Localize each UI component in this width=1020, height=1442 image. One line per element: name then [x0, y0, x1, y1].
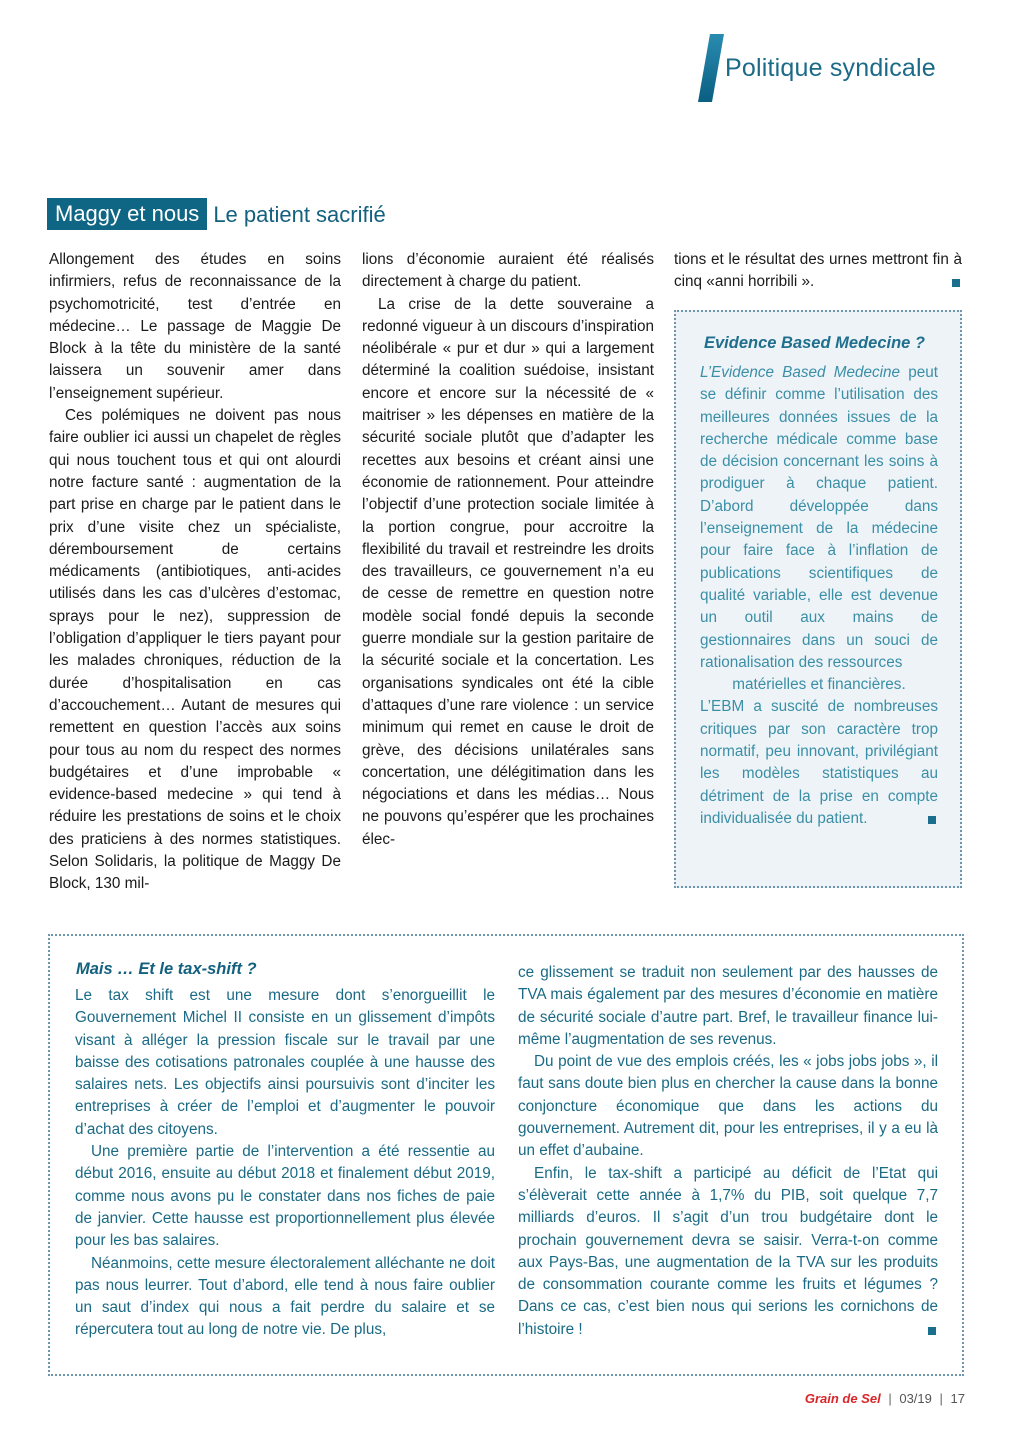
tax-box-title: Mais … Et le tax-shift ?: [76, 960, 257, 978]
footer-separator: |: [939, 1391, 943, 1406]
issue-number: 03/19: [899, 1391, 932, 1406]
article-column-2: [362, 249, 654, 851]
tax-box-column-2: [518, 962, 938, 1341]
ebm-paragraph-text: peut se définir comme l’utilisation des meilleures données issues de la recherche médicale comme base de décision concernant les soins à prodiguer à chaque patient. D’abord développée dans l’enseignement de la médecine pour faire face à l’inflation de publications scientifiques de qualité variable, elle est devenue un outil aux mains de gestionnaires dans un souci de rationalisation des ressources: [700, 364, 938, 671]
article-paragraph: La crise de la dette souveraine a redonné vigueur à un discours d’inspiration néolibérale « pur et dur » qui a largement déterminé la coalition suédoise, insistant encore et encore sur la nécessité de « maitriser » les dépenses en matière de la sécurité sociale plutôt que d’adapter les recettes aux besoins et créant ainsi une économie de rationnement. Pour atteindre l’objectif d’une protection sociale limitée à la portion congrue, pour accroitre la flexibilité du travail et restreindre les droits des travailleurs, ce gouvernement n’a eu de cesse de remettre en question notre modèle social fondé depuis la seconde guerre mondiale sur la gestion paritaire de la sécurité sociale et la concertation. Les organisations syndicales ont été la cible d’attaques d’une rare violence : un service minimum qui remet en cause le droit de grève, des décisions unilatérales sans concertation, une délégitimation dans les négociations et dans les médias… Nous ne pouvons qu’espérer que les prochaines élec-: [362, 295, 654, 848]
page-footer: [805, 1391, 965, 1406]
article-paragraph: lions d’économie auraient été réalisés directement à charge du patient.: [362, 251, 654, 291]
ebm-intro-term: L’Evidence Based Medecine: [700, 364, 901, 381]
tax-paragraph: Le tax shift est une mesure dont s’enorgueillit le Gouvernement Michel II consiste en un glissement d’impôts visant à alléger la pression fiscale sur le travail par une baisse des cotisations patronales couplée à une hausse des salaires nets. Les objectifs ainsi poursuivis sont d’inciter les entreprises à créer de l’emploi et d’augmenter le pouvoir d’achat des citoyens.: [75, 987, 495, 1138]
article-paragraph: tions et le résultat des urnes mettront fin à cinq «anni horribili ».: [674, 251, 962, 291]
tax-paragraph-end: [518, 1163, 938, 1341]
ebm-paragraph: [700, 696, 938, 830]
end-of-box-mark: [928, 1327, 936, 1335]
article-column-3: [674, 249, 962, 294]
ebm-paragraph-last-line: matérielles et financières.: [732, 676, 906, 694]
section-title: Politique syndicale: [725, 54, 936, 82]
tax-paragraph: Néanmoins, cette mesure électoralement alléchante ne doit pas nous leurrer. Tout d’abord, elle tend à nous faire oublier un saut d’index qui nous a fait perdre du salaire et se répercutera tout au long de notre vie. De plus,: [75, 1254, 495, 1339]
page-number: 17: [950, 1391, 965, 1406]
publication-name: Grain de Sel: [804, 1391, 881, 1406]
ebm-box-title: Evidence Based Medecine ?: [704, 334, 926, 352]
tax-paragraph: Enfin, le tax-shift a participé au déficit de l’Etat qui s’élèverait cette année à 1,7% du PIB, soit quelque 7,7 milliards d’euros. Il s’agit d’un trou budgétaire dont le prochain gouvernement devra se saisir. Verra-t-on comme aux Pays-Bas, une augmentation de la TVA sur les produits de consommation courante comme les fruits et légumes ? Dans ce cas, c’est bien nous qui serions les cornichons de l’histoire !: [518, 1164, 938, 1338]
ebm-sidebar-box: [674, 310, 962, 888]
tax-box-column-1: [75, 985, 495, 1342]
article-title: [47, 198, 386, 230]
ebm-box-body: [700, 362, 938, 830]
article-kicker: Maggy et nous: [47, 198, 207, 230]
article-column-1: [49, 249, 341, 896]
tax-paragraph: Une première partie de l’intervention a été ressentie au début 2016, ensuite au début 2018 et finalement début 2019, comme nous avons pu le constater dans nos fiches de paie de janvier. Cette hausse est proportionnellement plus élevée pour les bas salaires.: [75, 1143, 495, 1250]
tax-shift-box: [48, 934, 964, 1376]
article-paragraph: Allongement des études en soins infirmiers, refus de reconnaissance de la psychomotricité, test d’entrée en médecine… Le passage de Maggie De Block à la tête du ministère de la santé laissera un souvenir amer dans l’enseignement supérieur.: [49, 251, 341, 402]
tax-paragraph: Du point de vue des emplois créés, les « jobs jobs jobs », il faut sans doute bien plus en chercher la cause dans la bonne conjoncture économique que dans les actions du gouvernement. Autrement dit, pour les entreprises, il y a eu là un effet d’aubaine.: [518, 1053, 938, 1160]
end-of-article-mark: [952, 279, 960, 287]
ebm-paragraph-text: L’EBM a suscité de nombreuses critiques par son caractère trop normatif, peu innovant, privilégiant les modèles statistiques au détriment de la prise en compte individualisée du patient.: [700, 698, 938, 827]
end-of-box-mark: [928, 816, 936, 824]
article-paragraph-end: [674, 249, 962, 294]
footer-separator: |: [888, 1391, 892, 1406]
section-accent-bar: [698, 34, 724, 102]
tax-paragraph: ce glissement se traduit non seulement par des hausses de TVA mais également par des mesures d’économie en matière de sécurité sociale d’autre part. Bref, le travailleur finance lui-même l’augmentation de ses revenus.: [518, 964, 938, 1048]
article-paragraph: Ces polémiques ne doivent pas nous faire oublier ici aussi un chapelet de règles qui nous touchent tous et qui ont alourdi notre facture santé : augmentation de la part prise en charge par le patient dans le prix d’une visite chez un spécialiste, déremboursement de certains médicaments (antibiotiques, anti-acides utilisés dans les cas d’ulcères d’estomac, sprays pour le nez), suppression de l’obligation d’appliquer le tiers payant pour les malades chroniques, réduction de la durée d’hospitalisation en cas d’accouchement… Autant de mesures qui remettent en question l’accès aux soins pour tous au nom du respect des normes budgétaires et d’une improbable « evidence-based medecine » qui tend à réduire les prestations de soins et le choix des praticiens à des normes statistiques. Selon Solidaris, la politique de Maggy De Block, 130 mil-: [49, 407, 341, 893]
article-headline: Le patient sacrifié: [213, 201, 386, 227]
ebm-paragraph: [700, 362, 938, 674]
